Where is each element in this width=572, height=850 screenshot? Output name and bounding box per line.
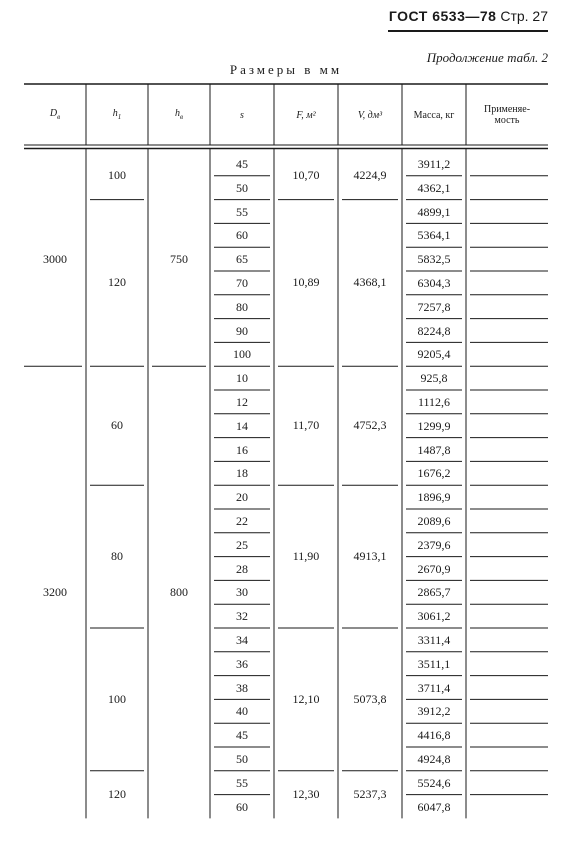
cell-mass: 2670,9 xyxy=(417,561,451,576)
cell-f: 10,89 xyxy=(292,275,320,290)
cell-s: 28 xyxy=(236,561,248,576)
cell-h1: 100 xyxy=(108,168,126,183)
cell-h1: 100 xyxy=(108,691,126,706)
cell-hv: 750 xyxy=(170,251,188,266)
cell-mass: 4924,8 xyxy=(417,752,451,766)
cell-f: 11,70 xyxy=(292,418,320,433)
cell-mass: 5524,6 xyxy=(417,775,451,790)
header-underline xyxy=(388,30,548,32)
cell-s: 55 xyxy=(236,775,248,790)
cell-mass: 4416,8 xyxy=(417,728,451,743)
cell-mass: 925,8 xyxy=(420,371,448,386)
cell-s: 38 xyxy=(236,680,248,695)
cell-h1: 60 xyxy=(111,418,123,433)
units-caption: Размеры в мм xyxy=(229,62,343,77)
cell-s: 10 xyxy=(236,371,248,386)
cell-v: 4224,9 xyxy=(353,168,387,183)
column-header-applicability: Применяе-мость xyxy=(483,104,531,126)
cell-mass: 5832,5 xyxy=(417,252,451,267)
column-header-hv xyxy=(148,84,210,146)
column-header-s: s xyxy=(240,109,244,121)
cell-mass: 1112,6 xyxy=(417,395,451,409)
cell-s: 45 xyxy=(236,157,248,171)
column-header-v: V, дм³ xyxy=(357,109,383,121)
column-header-h1-symbol: h xyxy=(112,107,118,119)
cell-v: 4913,1 xyxy=(353,549,387,564)
cell-mass: 8224,8 xyxy=(417,323,451,338)
column-header-d-subscript: в xyxy=(57,112,61,121)
cell-mass: 1299,9 xyxy=(417,418,451,433)
cell-mass: 7257,8 xyxy=(417,299,451,314)
column-header-hv-symbol: h xyxy=(174,107,180,119)
column-header-mass: Масса, кг xyxy=(413,109,455,121)
cell-s: 30 xyxy=(236,585,248,600)
table-header xyxy=(0,84,572,146)
cell-mass: 2379,6 xyxy=(417,537,451,552)
cell-hv: 800 xyxy=(170,584,188,599)
cell-mass: 3511,1 xyxy=(417,656,451,671)
cell-mass: 5364,1 xyxy=(417,228,451,243)
cell-s: 25 xyxy=(236,537,248,552)
cell-f: 11,90 xyxy=(292,549,320,564)
column-header-d-symbol: D xyxy=(49,107,58,119)
cell-s: 22 xyxy=(236,514,248,528)
cell-v: 5237,3 xyxy=(353,787,387,802)
cell-s: 14 xyxy=(236,418,248,433)
cell-v: 4368,1 xyxy=(353,275,387,290)
cell-s: 12 xyxy=(236,395,248,409)
cell-s: 60 xyxy=(236,799,248,814)
cell-mass: 6304,3 xyxy=(417,276,451,290)
cell-mass: 2089,6 xyxy=(417,514,451,528)
cell-h1: 120 xyxy=(108,787,126,802)
page-number: Стр. 27 xyxy=(500,8,548,24)
cell-s: 20 xyxy=(236,490,248,505)
cell-mass: 1676,2 xyxy=(417,466,451,481)
column-header-d xyxy=(24,84,86,146)
cell-s: 55 xyxy=(236,204,248,219)
cell-mass: 9205,4 xyxy=(417,347,451,362)
cell-s: 50 xyxy=(236,180,248,195)
cell-s: 60 xyxy=(236,228,248,243)
cell-f: 12,10 xyxy=(292,691,320,706)
cell-s: 65 xyxy=(236,252,248,267)
cell-s: 70 xyxy=(236,276,248,290)
cell-s: 34 xyxy=(236,633,248,647)
cell-h1: 80 xyxy=(111,549,123,564)
cell-s: 18 xyxy=(236,466,248,481)
cell-mass: 1896,9 xyxy=(417,490,451,505)
cell-f: 10,70 xyxy=(292,168,320,183)
cell-s: 50 xyxy=(236,752,248,766)
cell-mass: 2865,7 xyxy=(417,585,451,600)
cell-s: 100 xyxy=(233,347,251,362)
cell-mass: 1487,8 xyxy=(417,442,451,457)
cell-s: 45 xyxy=(236,728,248,743)
cell-f: 12,30 xyxy=(292,787,320,802)
cell-s: 16 xyxy=(236,442,248,457)
cell-h1: 120 xyxy=(108,275,126,290)
cell-s: 36 xyxy=(236,656,248,671)
column-header-h1 xyxy=(86,84,148,146)
cell-d: 3000 xyxy=(43,251,67,266)
column-header-f: F, м² xyxy=(296,109,316,121)
standard-number: ГОСТ 6533—78 xyxy=(388,8,497,24)
cell-mass: 4362,1 xyxy=(417,180,451,195)
column-header-h1-subscript: 1 xyxy=(117,112,122,121)
cell-mass: 6047,8 xyxy=(417,799,451,814)
cell-s: 40 xyxy=(236,704,248,719)
cell-s: 80 xyxy=(236,299,248,314)
cell-mass: 4899,1 xyxy=(417,204,451,219)
cell-mass: 3912,2 xyxy=(417,704,451,719)
cell-mass: 3711,4 xyxy=(417,680,451,695)
cell-v: 5073,8 xyxy=(353,691,387,706)
cell-mass: 3061,2 xyxy=(417,609,451,624)
table-continuation-label: Продолжение табл. 2 xyxy=(426,50,548,65)
page-header xyxy=(389,8,548,24)
cell-s: 90 xyxy=(236,323,248,338)
cell-mass: 3911,2 xyxy=(417,157,451,171)
cell-mass: 3311,4 xyxy=(417,633,451,647)
column-header-hv-subscript: в xyxy=(179,112,184,121)
cell-v: 4752,3 xyxy=(353,418,387,433)
cell-d: 3200 xyxy=(43,584,67,599)
cell-s: 32 xyxy=(236,609,248,624)
